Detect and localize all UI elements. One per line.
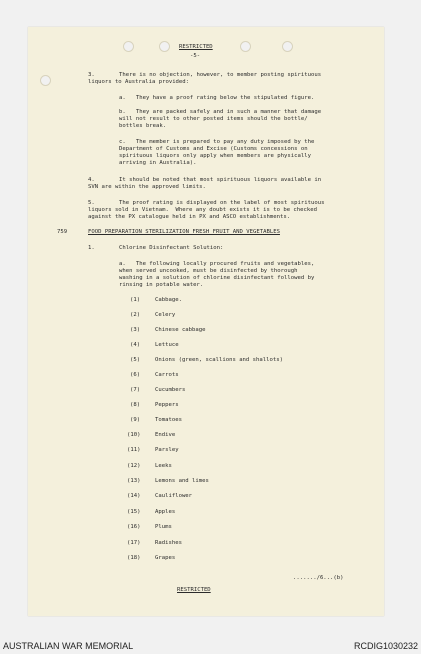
list-item: Parsley [155,447,179,453]
para-4-number: 4. [88,177,95,183]
para-4-line: SVN are within the approved limits. [88,184,206,190]
list-item-number: (2) [130,312,141,318]
para-5-number: 5. [88,200,95,206]
list-item: Cucumbers [155,387,186,393]
para-3a: a. They have a proof rating below the stipulated figure. [119,95,315,101]
para-3-number: 3. [88,72,95,78]
list-item-number: (11) [127,447,141,453]
para-1a: rinsing in potable water. [119,282,204,288]
list-item: Peppers [155,402,179,408]
punch-hole [123,41,134,52]
list-item: Cabbage. [155,297,182,303]
list-item: Carrots [155,372,179,378]
para-5-line: against the PX catalogue held in PX and ASCO establishments. [88,214,291,220]
list-item: Apples [155,509,176,515]
list-item: Lemons and limes [155,478,209,484]
document-page [28,27,384,616]
list-item: Plums [155,524,172,530]
para-1a: washing in a solution of chlorine disinfectant followed by [119,275,315,281]
list-item-number: (12) [127,463,141,469]
archive-name: AUSTRALIAN WAR MEMORIAL [3,641,134,651]
para-1-title: Chlorine Disinfectant Solution: [119,245,224,251]
list-item-number: (8) [130,402,141,408]
para-3b: will not result to other posted items should the bottle/ [119,116,308,122]
punch-hole [159,41,170,52]
archive-footer [0,638,421,654]
list-item-number: (17) [127,540,141,546]
list-item-number: (9) [130,417,141,423]
list-item-number: (15) [127,509,141,515]
list-item: Chinese cabbage [155,327,206,333]
para-1-number: 1. [88,245,95,251]
punch-hole [40,75,51,86]
para-3-line: There is no objection, however, to member posting spirituous [119,72,322,78]
list-item-number: (6) [130,372,141,378]
para-3b: b. They are packed safely and in such a manner that damage [119,109,322,115]
list-item: Leeks [155,463,172,469]
punch-hole [240,41,251,52]
punch-hole [282,41,293,52]
para-1a: when served uncooked, must be disinfected by thorough [119,268,298,274]
list-item-number: (14) [127,493,141,499]
list-item: Radishes [155,540,182,546]
para-4-line: It should be noted that most spirituous liquors available in [119,177,322,183]
list-item-number: (4) [130,342,141,348]
record-id: RCDIG1030232 [353,641,418,651]
para-3b: bottles break. [119,123,167,129]
para-3-line: liquors to Australia provided: [88,79,190,85]
para-5-line: The proof rating is displayed on the label of most spirituous [119,200,325,206]
list-item-number: (18) [127,555,141,561]
list-item-number: (13) [127,478,141,484]
list-item: Tomatoes [155,417,182,423]
list-item: Lettuce [155,342,179,348]
continuation-marker: ......./6...(b) [293,575,344,581]
list-item: Celery [155,312,176,318]
para-3c: spirituous liquors only apply when members are physically [119,153,311,159]
list-item-number: (1) [130,297,141,303]
classification-footer: RESTRICTED [177,587,211,593]
list-item-number: (16) [127,524,141,530]
list-item-number: (10) [127,432,141,438]
list-item-number: (3) [130,327,141,333]
page-number: -5- [190,53,201,59]
classification-header: RESTRICTED [179,44,213,50]
para-3c: Department of Customs and Excise (Customs concessions on [119,146,308,152]
list-item-number: (5) [130,357,141,363]
list-item: Cauliflower [155,493,193,499]
section-number: 759 [57,229,68,235]
list-item: Onions (green, scallions and shallots) [155,357,283,363]
section-heading: FOOD PREPARATION STERILIZATION FRESH FRUIT AND VEGETABLES [88,229,280,235]
list-item: Endive [155,432,176,438]
para-3c: arriving in Australia). [119,160,197,166]
para-5-line: liquors sold in Vietnam. Where any doubt exists it is to be checked [88,207,318,213]
list-item-number: (7) [130,387,141,393]
list-item: Grapes [155,555,176,561]
para-1a: a. The following locally procured fruits and vegetables, [119,261,315,267]
para-3c: c. The member is prepared to pay any duty imposed by the [119,139,315,145]
